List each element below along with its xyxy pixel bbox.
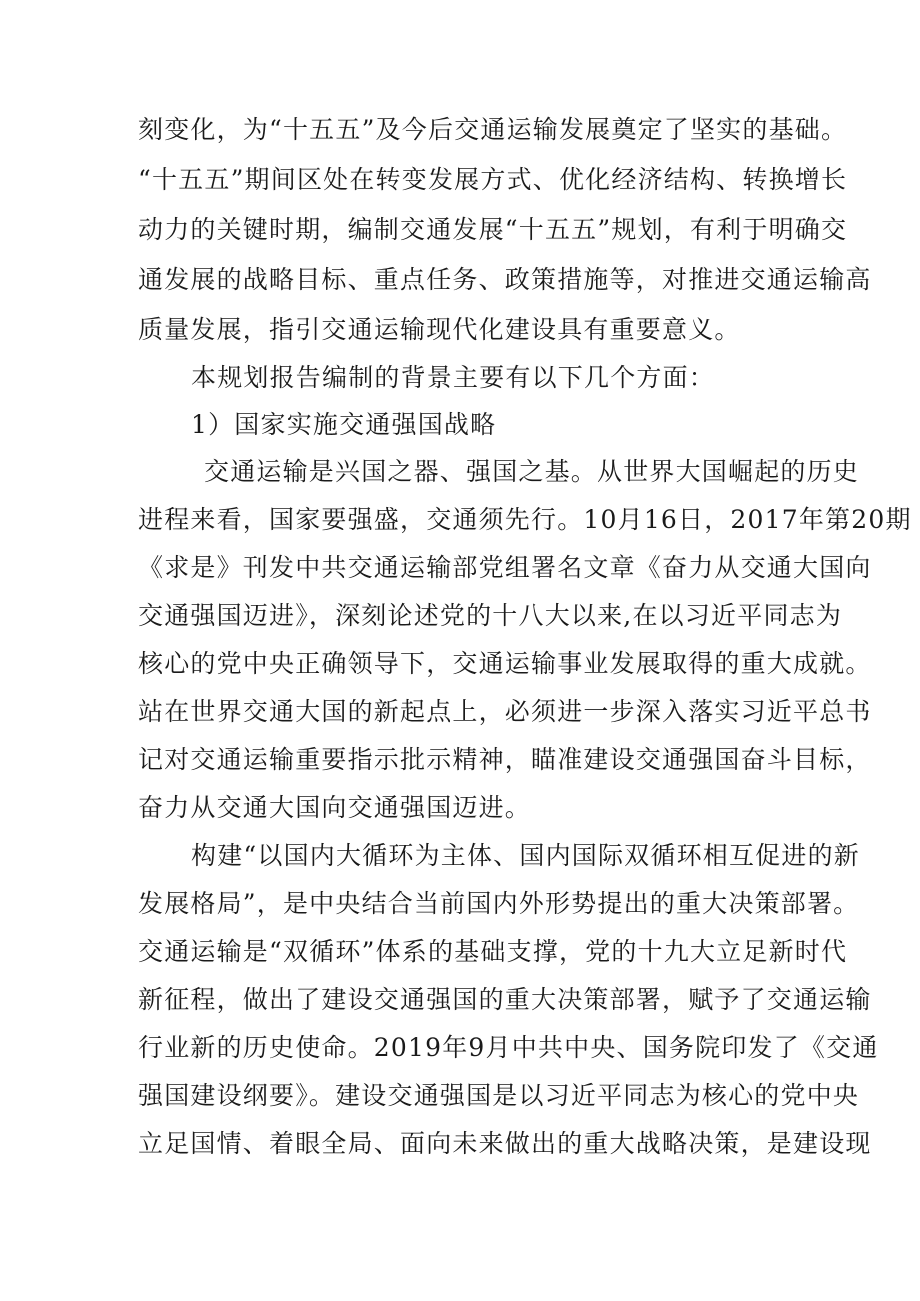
text-line: 质量发展，指引交通运输现代化建设具有重要意义。 <box>138 315 741 344</box>
text-line: 奋力从交通大国向交通强国迈进。 <box>138 793 532 822</box>
text-line: 行业新的历史使命。2019年9月中共中央、国务院印发了《交通 <box>138 1033 879 1062</box>
text-line: 动力的关键时期，编制交通发展“十五五”规划，有利于明确交 <box>138 215 848 244</box>
paragraph-first-line: 交通运输是兴国之器、强国之基。从世界大国崛起的历史 <box>204 457 860 486</box>
text-line: 强国建设纲要》。建设交通强国是以习近平同志为核心的党中央 <box>138 1081 860 1110</box>
text-line: 立足国情、着眼全局、面向未来做出的重大战略决策，是建设现 <box>138 1129 872 1158</box>
text-line: 发展格局”，是中央结合当前国内外形势提出的重大决策部署。 <box>138 889 860 918</box>
section-heading: 1）国家实施交通强国战略 <box>191 410 497 439</box>
paragraph-first-line: 构建“以国内大循环为主体、国内国际双循环相互促进的新 <box>191 841 860 870</box>
text-line: 交通强国迈进》，深刻论述党的十八大以来,在以习近平同志为 <box>138 601 843 630</box>
paragraph-first-line: 本规划报告编制的背景主要有以下几个方面： <box>191 363 716 392</box>
text-line: 交通运输是“双循环”体系的基础支撑，党的十九大立足新时代 <box>138 937 848 966</box>
text-line: 刻变化，为“十五五”及今后交通运输发展奠定了坚实的基础。 <box>138 115 848 144</box>
text-line: “十五五”期间区处在转变发展方式、优化经济结构、转换增长 <box>138 165 848 194</box>
text-line: 进程来看，国家要强盛，交通须先行。10月16日，2017年第20期 <box>138 505 912 534</box>
text-line: 新征程，做出了建设交通强国的重大决策部署，赋予了交通运输 <box>138 985 872 1014</box>
text-line: 《求是》刊发中共交通运输部党组署名文章《奋力从交通大国向 <box>138 553 872 582</box>
text-line: 通发展的战略目标、重点任务、政策措施等，对推进交通运输高 <box>138 265 872 294</box>
text-line: 核心的党中央正确领导下，交通运输事业发展取得的重大成就。 <box>138 649 872 678</box>
text-line: 站在世界交通大国的新起点上，必须进一步深入落实习近平总书 <box>138 697 872 726</box>
text-line: 记对交通运输重要指示批示精神，瞄准建设交通强国奋斗目标， <box>138 745 872 774</box>
